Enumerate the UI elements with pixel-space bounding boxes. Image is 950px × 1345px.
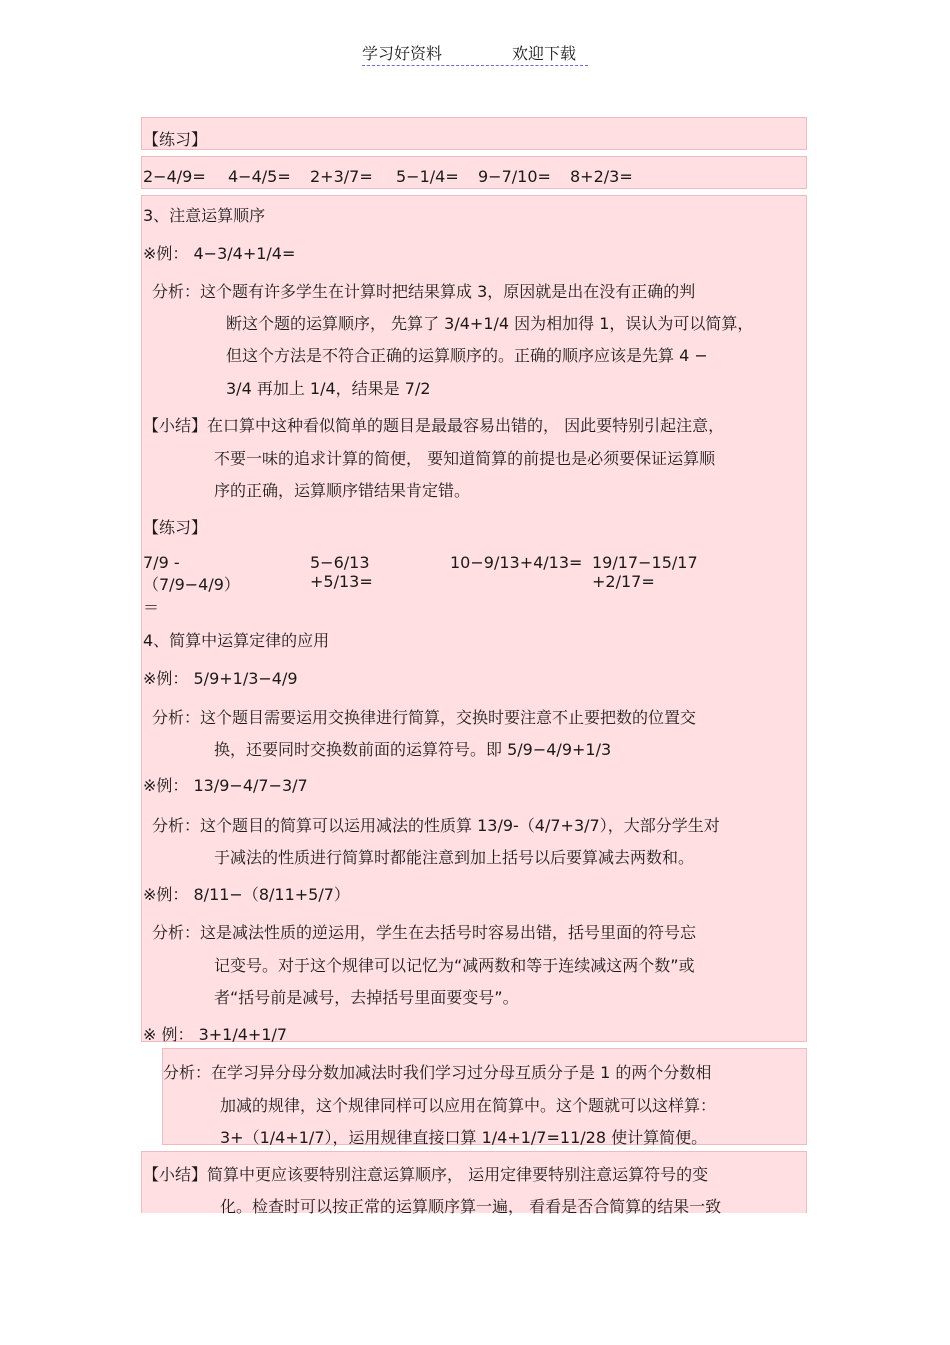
exercise-item: 19/17−15/17 +2/17= [592, 553, 698, 591]
section-4-analysis-1b: 换，还要同时交换数前面的运算符号。即 5/9−4/9+1/3 [214, 740, 612, 759]
section-3-example: ※例： 4−3/4+1/4= [143, 244, 296, 263]
section-4-summary-1: 【小结】简算中更应该要特别注意运算顺序， 运用定律要特别注意运算符号的变 [143, 1165, 709, 1184]
section-4-title: 4、简算中运算定律的应用 [143, 631, 330, 650]
section-3-analysis-1: 分析：这个题有许多学生在计算时把结果算成 3，原因就是出在没有正确的判 [152, 282, 696, 301]
section-4-analysis-4b: 加减的规律，这个规律同样可以应用在简算中。这个题就可以这样算： [220, 1096, 717, 1115]
section-4-example-3: ※例： 8/11−（8/11+5/7） [143, 885, 350, 904]
exercise-item: 5−1/4= [396, 167, 459, 186]
section-3-summary-1: 【小结】在口算中这种看似简单的题目是最最容易出错的， 因此要特别引起注意， [143, 416, 725, 435]
section-4-analysis-3b: 记变号。对于这个规律可以记忆为“减两数和等于连续减这两个数”或 [214, 956, 695, 975]
section-4-analysis-4c: 3+（1/4+1/7），运用规律直接口算 1/4+1/7=11/28 使计算简便。 [220, 1128, 708, 1147]
section-4-analysis-1a: 分析：这个题目需要运用交换律进行简算，交换时要注意不止要把数的位置交 [152, 708, 697, 727]
section-4-analysis-2a: 分析：这个题目的简算可以运用减法的性质算 13/9-（4/7+3/7），大部分学生对 [152, 816, 720, 835]
section-3-analysis-3: 但这个方法是不符合正确的运算顺序的。正确的顺序应该是先算 4 − [226, 346, 708, 365]
exercise-item: 8+2/3= [570, 167, 633, 186]
section-3-summary-2: 不要一味的追求计算的简便， 要知道简算的前提也是必须要保证运算顺 [214, 449, 716, 468]
exercise-item: 4−4/5= [228, 167, 291, 186]
panel-practice1 [141, 117, 807, 150]
header-right: 欢迎下载 [512, 44, 577, 63]
section-4-analysis-2b: 于减法的性质进行简算时都能注意到加上括号以后要算减去两数和。 [214, 848, 695, 867]
section-3-title: 3、注意运算顺序 [143, 206, 266, 225]
section-4-analysis-3a: 分析：这是减法性质的逆运用，学生在去括号时容易出错，括号里面的符号忘 [152, 923, 697, 942]
section-3-summary-3: 序的正确，运算顺序错结果肯定错。 [214, 481, 471, 500]
practice-heading-2: 【练习】 [143, 518, 208, 537]
section-4-example-4: ※ 例： 3+1/4+1/7 [143, 1025, 288, 1044]
exercise-item: 10−9/13+4/13= [450, 553, 583, 572]
section-4-summary-2: 化。检查时可以按正常的运算顺序算一遍， 看看是否合简算的结果一致 [220, 1197, 722, 1216]
section-3-analysis-2: 断这个题的运算顺序， 先算了 3/4+1/4 因为相加得 1，误认为可以简算， [226, 314, 754, 333]
section-4-example-1: ※例： 5/9+1/3−4/9 [143, 669, 298, 688]
exercise-item: 9−7/10= [478, 167, 551, 186]
section-4-example-2: ※例： 13/9−4/7−3/7 [143, 776, 308, 795]
section-3-analysis-4: 3/4 再加上 1/4，结果是 7/2 [226, 379, 431, 398]
exercise-item: 5−6/13 +5/13= [310, 553, 373, 591]
section-4-analysis-3c: 者“括号前是减号，去掉括号里面要变号”。 [214, 988, 519, 1007]
page-header [362, 41, 588, 66]
exercise-item: 2−4/9= [143, 167, 206, 186]
header-left: 学习好资料 [362, 44, 443, 63]
exercise-item: 2+3/7= [310, 167, 373, 186]
section-4-analysis-4a: 分析：在学习异分母分数加减法时我们学习过分母互质分子是 1 的两个分数相 [163, 1063, 712, 1082]
practice-heading-1: 【练习】 [143, 130, 208, 149]
exercise-item: 7/9 -（7/9−4/9）＝ [143, 553, 240, 617]
